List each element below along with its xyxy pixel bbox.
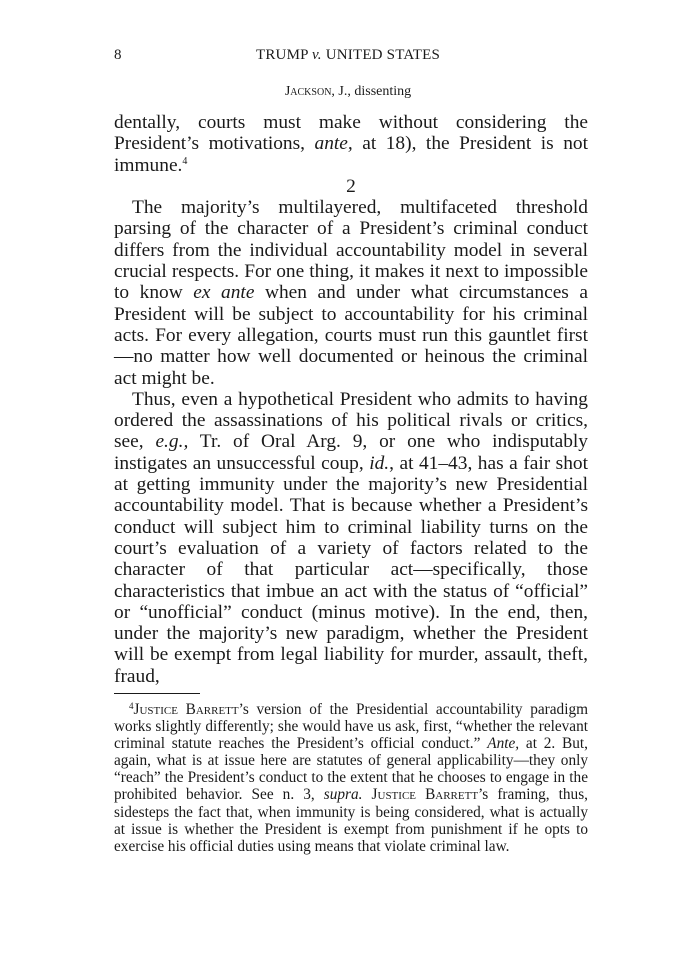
footnote-divider <box>114 693 200 694</box>
text: ’s framing, thus, sidesteps the fact that, when immunity is being considered, what is actually at issue is whether the President is exempt from punishment if he opts to exercise his official duties using means that violate criminal law. <box>114 786 588 855</box>
text: when and under what circumstances a President will be subject to accountability for his criminal acts. For every allegation, courts must run this gauntlet first—no matter how well documented or heinous the criminal act might be. <box>114 282 588 389</box>
italic-signal: e.g., <box>155 431 189 453</box>
footnote-text <box>114 701 588 855</box>
footnote-4 <box>114 701 588 855</box>
text: dentally, courts must make without considering the President’s motivations, <box>114 112 588 155</box>
text: at 18), the President is not immune. <box>114 133 588 176</box>
opinion-body <box>114 112 588 687</box>
italic-citation: Ante, <box>487 735 520 753</box>
text: at 2. But, again, what is at issue here are statutes of general applicability—they only “reach” the President’s conduct to the extent that he chooses to engage in the prohibited behavior. See n. 3, <box>114 735 588 804</box>
opinion-author: Jackson <box>284 84 332 99</box>
italic-citation: id. <box>369 452 390 474</box>
paragraph-2 <box>114 389 588 687</box>
footnote-ref[interactable]: 4 <box>182 155 188 167</box>
running-head <box>0 47 696 64</box>
text: The majority’s multilayered, multifaceted threshold parsing of the character of a President’s criminal conduct differs from the individual accountability model in several crucial respects. For one thing, it makes it next to impossible to know <box>114 197 588 304</box>
paragraph-1 <box>114 197 588 389</box>
running-title-post: UNITED STATES <box>321 47 441 63</box>
italic-citation: ante, <box>314 133 353 155</box>
paragraph-continued <box>114 112 588 176</box>
opinion-author-suffix: , J., dissenting <box>331 84 412 99</box>
text <box>362 786 371 803</box>
running-title-pre: TRUMP <box>255 47 313 63</box>
text: ’s version of the Presidential accountability paradigm works slightly differently; she would have us ask, first, “whether the relevant criminal statute reaches the President’s official conduct.” <box>114 701 589 753</box>
page-number: 8 <box>114 47 122 63</box>
italic-term: ex ante <box>193 282 255 304</box>
section-number: 2 <box>346 175 356 197</box>
text: Thus, even a hypothetical President who admits to having ordered the assassinations of his political rivals or critics, see, <box>114 388 588 453</box>
footnote-number: 4 <box>129 701 134 711</box>
italic-citation: supra. <box>323 786 363 804</box>
opinion-head <box>0 84 696 100</box>
text: , at 41–43, has a fair shot at getting immunity under the majority’s new Presidential accountability model. That is because whether a President’s conduct will subject him to criminal liability turns on the court’s evaluation of a variety of factors related to the character of that particular act—specifically, those characteristics that imbue an act with the status of “official” or “unofficial” conduct (minus motive). In the end, then, under the majority’s new paradigm, whether the President will be exempt from legal liability for murder, assault, theft, fraud, <box>114 452 588 687</box>
justice-name: Justice Barrett <box>133 701 239 718</box>
justice-name: Justice Barrett <box>371 786 479 804</box>
text: Tr. of Oral Arg. 9, or one who indisputably instigates an unsuccessful coup, <box>114 431 588 474</box>
running-title-v: v. <box>312 47 322 63</box>
